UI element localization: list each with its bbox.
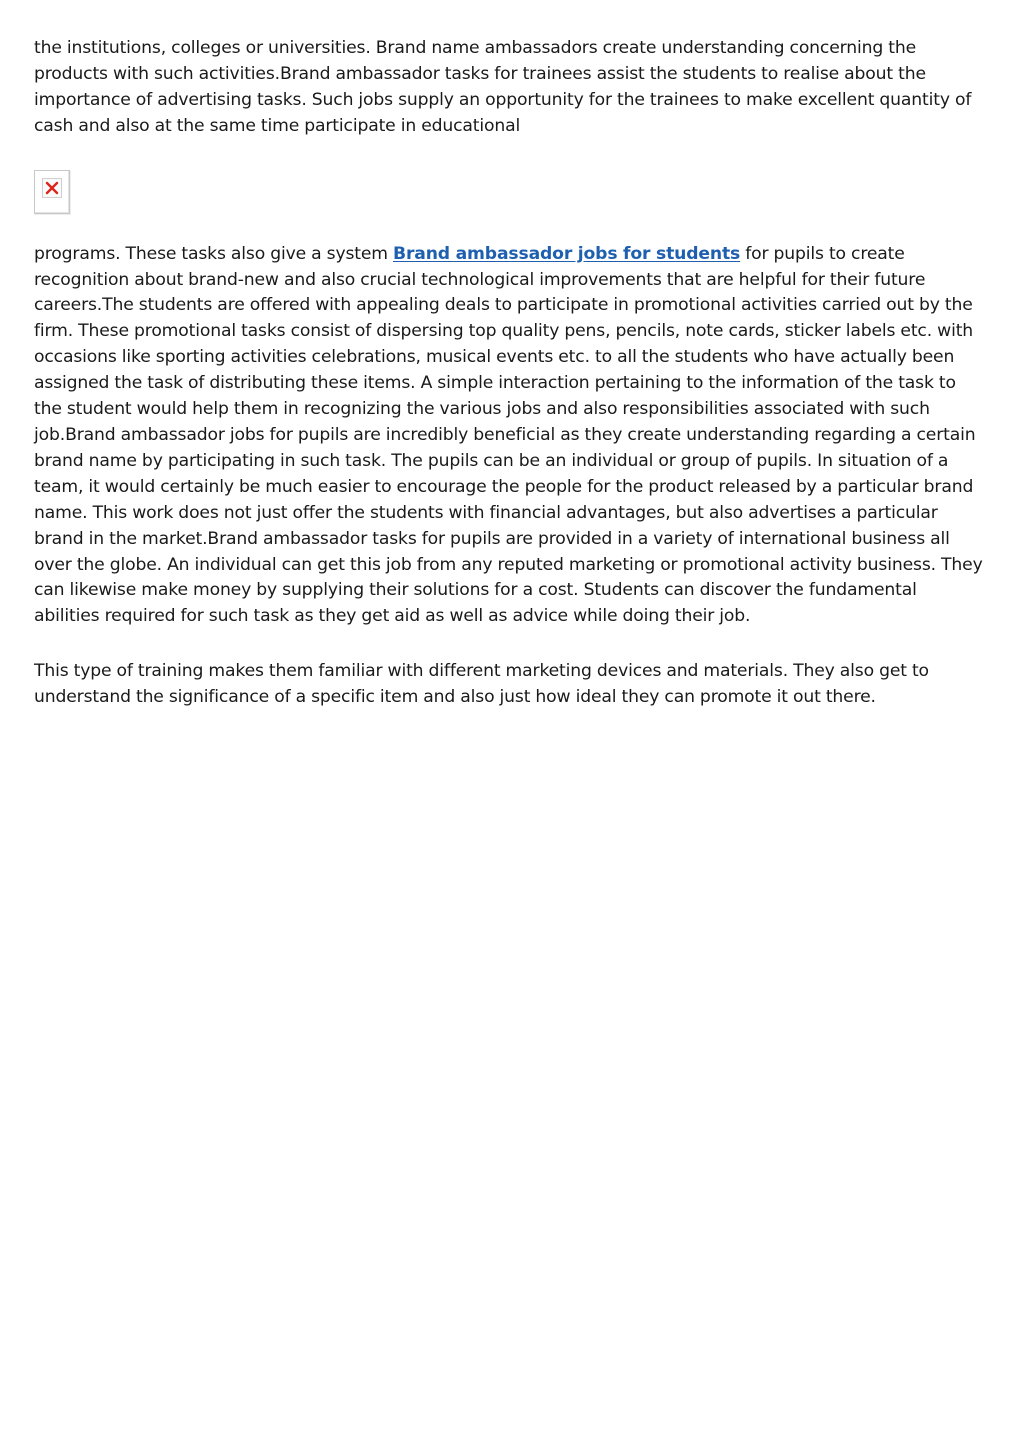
paragraph-main-rest: for pupils to create recognition about brand-new and also crucial technological improvements that are helpful for their future careers.The students are offered with appealing deals to participate in promotional activities carried out by the firm. These promotional tasks consist of dispersing top quality pens, pencils, note cards, sticker labels etc. with occasions like sporting activities celebrations, musical events etc. to all the students who have actually been assigned the task of distributing these items. A simple interaction pertaining to the information of the task to the student would help them in recognizing the various jobs and also responsibilities associated with such job.Brand ambassador jobs for pupils are incredibly beneficial as they create understanding regarding a certain brand name by participating in such task. The pupils can be an individual or group of pupils. In situation of a team, it would certainly be much easier to encourage the people for the product released by a particular brand name. This work does not just offer the students with financial advantages, but also advertises a particular brand in the market.Brand ambassador tasks for pupils are provided in a variety of international business all over the globe. An individual can get this job from any reputed marketing or promotional activity business. They can likewise make money by supplying their solutions for a cost. Students can discover the fundamental abilities required for such task as they get aid as well as advice while doing their job.	[34, 243, 983, 627]
paragraph-main-start: programs. These tasks also give a system	[34, 243, 393, 264]
image-frame	[42, 178, 62, 198]
article-body	[34, 36, 984, 711]
paragraph-intro: the institutions, colleges or universities. Brand name ambassadors create understanding concerning the products with such activities.Brand ambassador tasks for trainees assist the students to realise about the importance of advertising tasks. Such jobs supply an opportunity for the trainees to make excellent quantity of cash and also at the same time participate in educational	[34, 38, 972, 136]
brand-ambassador-jobs-link[interactable]: Brand ambassador jobs for students	[393, 243, 741, 264]
broken-image-icon	[34, 170, 70, 214]
paragraph-main	[34, 242, 984, 631]
paragraph-conclusion: This type of training makes them familiar with different marketing devices and materials. They also get to understand the significance of a specific item and also just how ideal they can promote it out there.	[34, 661, 929, 708]
close-x-icon	[45, 181, 59, 195]
